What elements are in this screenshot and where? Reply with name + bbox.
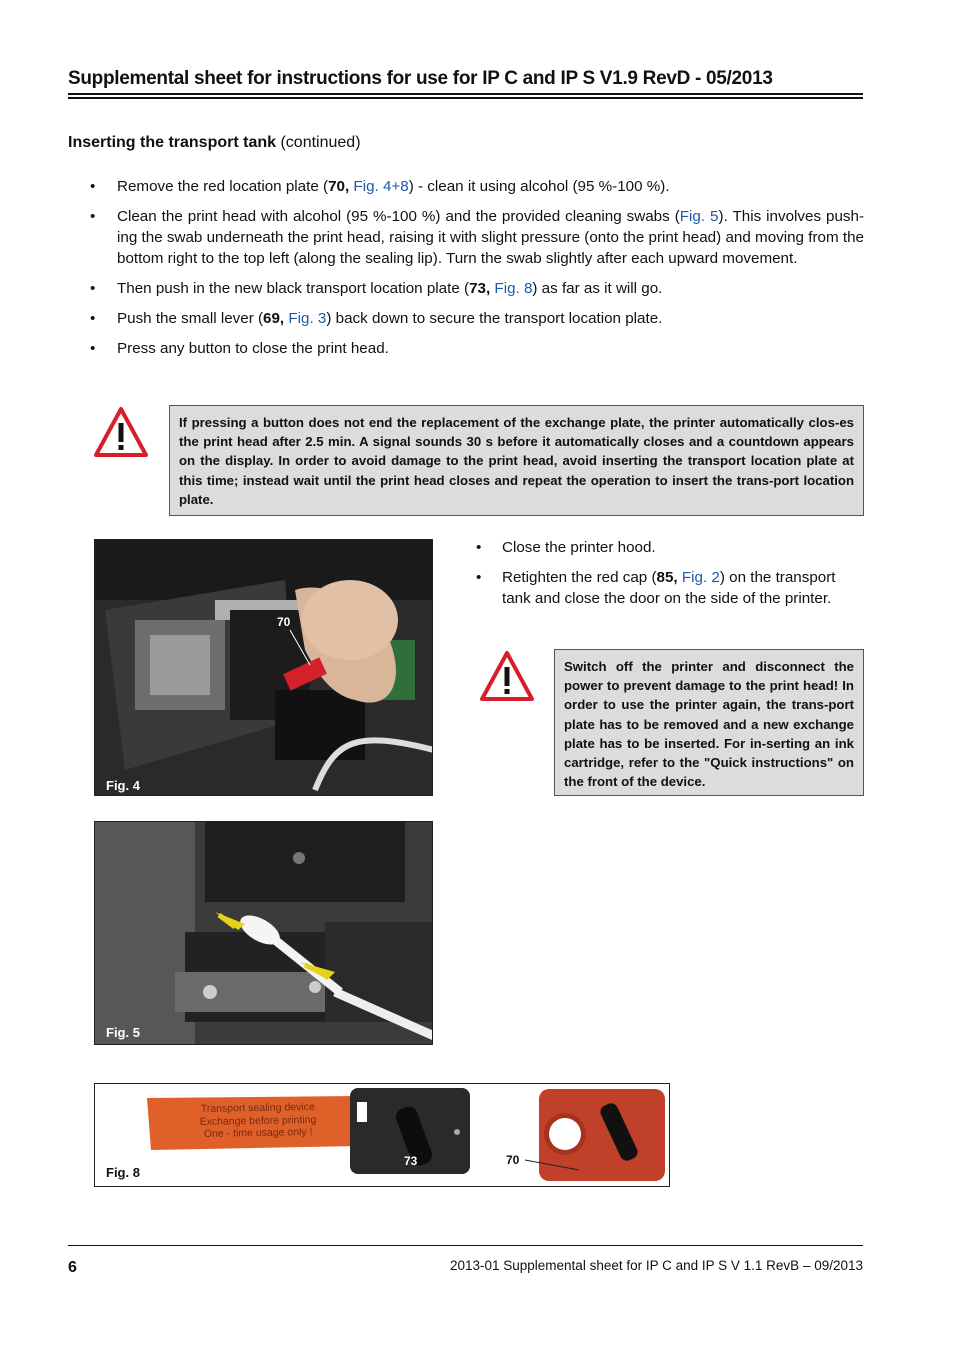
page-number: 6 xyxy=(68,1259,77,1276)
page-title: Supplemental sheet for instructions for use for IP C and IP S V1.9 RevD - 05/2013 xyxy=(68,68,773,89)
ref-number: 69, xyxy=(263,310,285,327)
printer-photo-illustration xyxy=(95,540,433,796)
callout-73: 73 xyxy=(404,1154,418,1168)
warning-tag xyxy=(163,1100,354,1141)
figure-8-photo xyxy=(94,1083,670,1187)
figure-5-photo xyxy=(94,821,433,1045)
figure-label: Fig. 5 xyxy=(106,1025,140,1040)
title-rule-double xyxy=(68,97,863,99)
list-item: • Retighten the red cap (85, Fig. 2) on the transport tank and close the door on the side of the printer. xyxy=(476,569,836,607)
warning-box: If pressing a button does not end the replacement of the exchange plate, the printer automatically clos-es the print head after 2.5 min. A signal sounds 30 s before it automatically closes and a countdown appears on the display. In order to avoid damage to the print head, avoid inserting the transport location plate at this time; instead wait until the print head closes and repeat the operation to insert the trans-port location plate. xyxy=(169,405,864,516)
figure-label: Fig. 8 xyxy=(106,1165,140,1180)
ref-number: 73, xyxy=(469,280,491,297)
bullet-text: Push the small lever ( xyxy=(117,310,264,327)
figure-link[interactable]: Fig. 5 xyxy=(679,208,719,225)
figure-link[interactable]: Fig. 2 xyxy=(681,569,720,586)
section-heading xyxy=(68,134,361,152)
bullet-text: Retighten the red cap ( xyxy=(502,569,657,586)
list-item: • Remove the red location plate (70, Fig. 4+8) - clean it using alcohol (95 %-100 %). xyxy=(90,178,670,195)
bullet-text: Close the printer hood. xyxy=(502,539,656,556)
footer-text: 2013-01 Supplemental sheet for IP C and IP S V 1.1 RevB – 09/2013 xyxy=(449,1258,863,1273)
footer-rule xyxy=(68,1245,863,1246)
section-heading-bold: Inserting the transport tank xyxy=(68,134,277,151)
bullet-text: ). This involves push-ing the swab underneath the print head, raising it with slight pressure (onto the print head) and moving from the bottom right to the top left (along the sealing lip). Turn the swab slightly after each upward movement. xyxy=(117,208,865,267)
tag-line: Exchange before printing xyxy=(199,1113,317,1128)
warning-triangle-icon xyxy=(93,406,149,458)
callout-70: 70 xyxy=(277,615,291,629)
swab-photo-illustration xyxy=(95,822,433,1045)
title-rule xyxy=(68,93,863,95)
tag-line: Transport sealing device xyxy=(200,1101,315,1115)
bullet-text: Clean the print head with alcohol (95 %-100 %) and the provided cleaning swabs ( xyxy=(117,208,680,225)
bullet-text: Remove the red location plate ( xyxy=(117,178,329,195)
bullet-text: ) on the transport tank and close the door on the side of the printer. xyxy=(502,569,836,607)
bullet-text: ) back down to secure the transport location plate. xyxy=(326,310,663,327)
figure-link[interactable]: Fig. 4+8 xyxy=(353,178,409,195)
instruction-list-2 xyxy=(476,537,864,618)
bullet-text: Then push in the new black transport location plate ( xyxy=(117,280,470,297)
list-item: • Close the printer hood. xyxy=(476,539,656,556)
ref-number: 85, xyxy=(656,569,678,586)
warning-box-2: Switch off the printer and disconnect the power to prevent damage to the print head! In order to use the printer again, the trans-port plate has to be removed and a new exchange plate has to be inserted. For in-serting an ink cartridge, refer to the "Quick instructions" on the front of the device. xyxy=(554,649,864,796)
callout-70: 70 xyxy=(506,1153,520,1167)
warning-triangle-icon xyxy=(479,650,535,702)
list-item: • Press any button to close the print head. xyxy=(90,340,389,357)
figure-link[interactable]: Fig. 8 xyxy=(494,280,533,297)
ref-number: 70, xyxy=(328,178,350,195)
instruction-list xyxy=(90,176,864,368)
figure-link[interactable]: Fig. 3 xyxy=(288,310,327,327)
tag-line: One - time usage only ! xyxy=(203,1126,313,1140)
bullet-text: ) - clean it using alcohol (95 %-100 %). xyxy=(408,178,670,195)
list-item: • Clean the print head with alcohol (95 %-100 %) and the provided cleaning swabs (Fig. 5). This involves push-ing the swab underneath the print head, raising it with slight pressure (onto the print head) and moving from the bottom right to the top left (along the sealing lip). Turn the swab slightly after each upward movement. xyxy=(90,208,865,267)
section-heading-rest: (continued) xyxy=(276,134,361,151)
list-item: • Then push in the new black transport location plate (73, Fig. 8) as far as it will go. xyxy=(90,280,663,297)
figure-label: Fig. 4 xyxy=(106,778,140,793)
figure-4-photo xyxy=(94,539,433,796)
list-item: • Push the small lever (69, Fig. 3) back down to secure the transport location plate. xyxy=(90,310,663,327)
bullet-text: Press any button to close the print head. xyxy=(117,340,389,357)
bullet-text: ) as far as it will go. xyxy=(532,280,663,297)
